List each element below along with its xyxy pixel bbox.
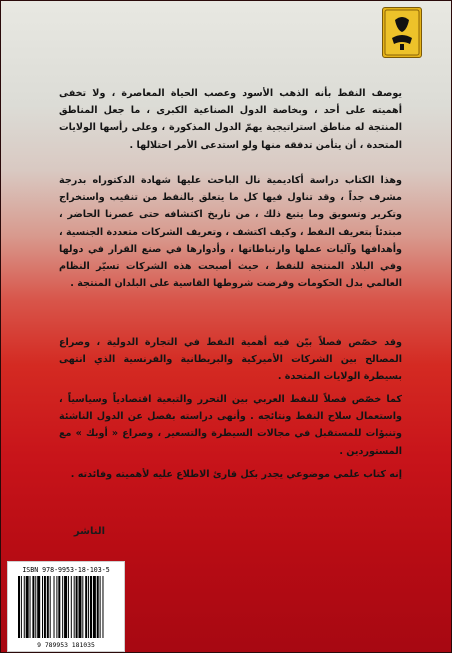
isbn-text: ISBN 978-9953-18-103-5 [22, 566, 110, 574]
publisher-label: الناشر [73, 526, 105, 537]
paragraph-trade [59, 334, 402, 386]
paragraph-intro [59, 85, 402, 154]
barcode-digits: 9 789953 181035 [37, 641, 95, 649]
paragraph-text: يوصف النفط بأنه الذهب الأسود وعصب الحياة المعاصرة ، ولا تخفى أهميته على أحد ، وبخاصة الدول الصناعية الكبرى ، ما جعل المناطق المنتجة له مناطق استراتيجية يهمّ الدول المذكورة ، وعلى رأسها الولايات المتحدة ، أن يتأمن تدفقه منها ولو استدعى الأمر احتلالها . [59, 88, 402, 151]
isbn-barcode [7, 561, 125, 652]
paragraph-text: وهذا الكتاب دراسة أكاديمية نال الباحث عليها شهادة الدكتوراه بدرجة مشرف جداً ، وقد تناول فيها كل ما يتعلق بالنفط من تنقيب واستخراج وتكرير وتسويق وما يتبع ذلك ، من تاريخ اكتشافه حتى عصرنا الحاضر ، مبتدئاً بتعريف النفط ، وكيف اكتشف ، وتعريف الشركات متعددة الجنسية ، وأهدافها وآليات عملها وارتباطاتها ، وأدوارها في صنع القرار في دولها وفي البلاد المنتجة للنفط ، حيث أصبحت هذه الشركات تسيّر النظام العالمي بدل الحكومات وفرضت شروطها القاسية على البلدان المنتجة . [59, 175, 402, 290]
paragraph-study [59, 172, 402, 292]
barcode-bars [18, 576, 103, 638]
paragraph-conclusion [59, 466, 402, 483]
paragraph-arab-oil [59, 391, 402, 460]
publisher-logo-icon [382, 7, 422, 58]
paragraph-text: كما خصّص فصلاً للنفط العربي بين التحرر والتبعية اقتصادياً وسياسياً ، واستعمال سلاح النفط ونتائجه . وأنهى دراسته بفصل عن الدول الناشئة وتنبؤات للمستقبل في مجالات السيطرة والتسعير ، وصراع « أوبك » مع المستوردين . [59, 394, 402, 457]
paragraph-text: وقد خصّص فصلاً بيّن فيه أهمية النفط في التجارة الدولية ، وصراع المصالح بين الشركات الأميركية والبريطانية والفرنسية الذي انتهى بسيطرة الولايات المتحدة . [59, 337, 402, 383]
paragraph-text: إنه كتاب علمي موضوعي يجدر بكل قارئ الاطلاع عليه لأهميته وفائدته . [70, 469, 402, 480]
